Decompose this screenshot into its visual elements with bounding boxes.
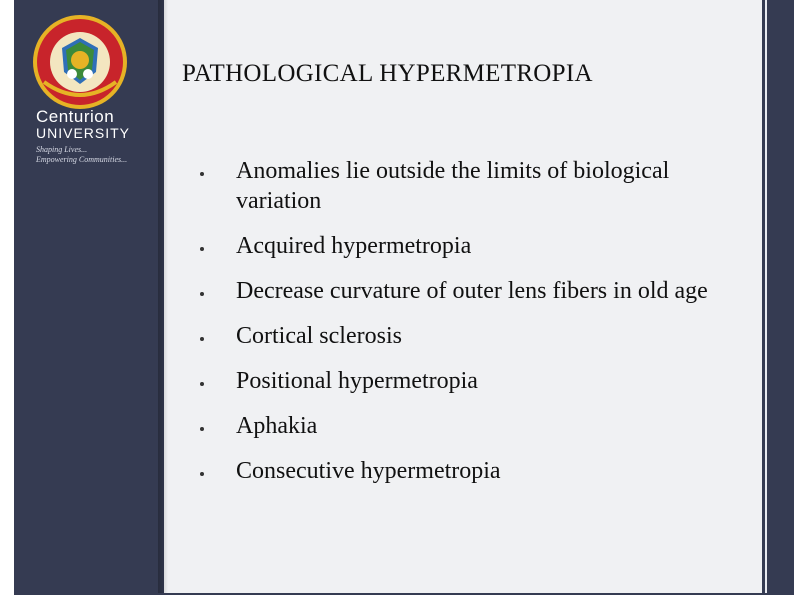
bullet-dot-icon	[200, 337, 204, 341]
bullet-item	[196, 321, 756, 351]
bullet-dot-icon	[200, 382, 204, 386]
bullet-dot-icon	[200, 172, 204, 176]
slide-title: PATHOLOGICAL HYPERMETROPIA	[182, 60, 593, 87]
bullet-dot-icon	[200, 427, 204, 431]
bullet-dot-icon	[200, 292, 204, 296]
bullet-item	[196, 411, 756, 441]
bullet-item	[196, 231, 756, 261]
right-divider-line	[765, 0, 767, 595]
bullet-dot-icon	[200, 472, 204, 476]
bullet-list	[196, 156, 756, 501]
brand-tagline	[36, 145, 156, 165]
bullet-text: Cortical sclerosis	[236, 323, 402, 349]
bullet-text: Acquired hypermetropia	[236, 233, 472, 259]
bullet-text: Aphakia	[236, 413, 318, 439]
bullet-item	[196, 456, 756, 486]
card-shadow	[158, 0, 168, 595]
bullet-item	[196, 276, 756, 306]
tagline-line2: Empowering Communities...	[36, 155, 128, 164]
brand-block	[36, 108, 156, 165]
bullet-text: Positional hypermetropia	[236, 368, 478, 394]
university-seal-logo	[30, 12, 130, 112]
bullet-item	[196, 366, 756, 396]
bullet-dot-icon	[200, 247, 204, 251]
brand-name-line1: Centurion	[36, 107, 115, 126]
bullet-text: Consecutive hypermetropia	[236, 458, 501, 484]
bullet-text: Decrease curvature of outer lens fibers in old age	[236, 278, 708, 304]
tagline-line1: Shaping Lives...	[36, 145, 88, 154]
bullet-item	[196, 156, 756, 216]
brand-name-line2: UNIVERSITY	[36, 125, 131, 141]
bullet-text: Anomalies lie outside the limits of biological variation	[236, 158, 670, 214]
